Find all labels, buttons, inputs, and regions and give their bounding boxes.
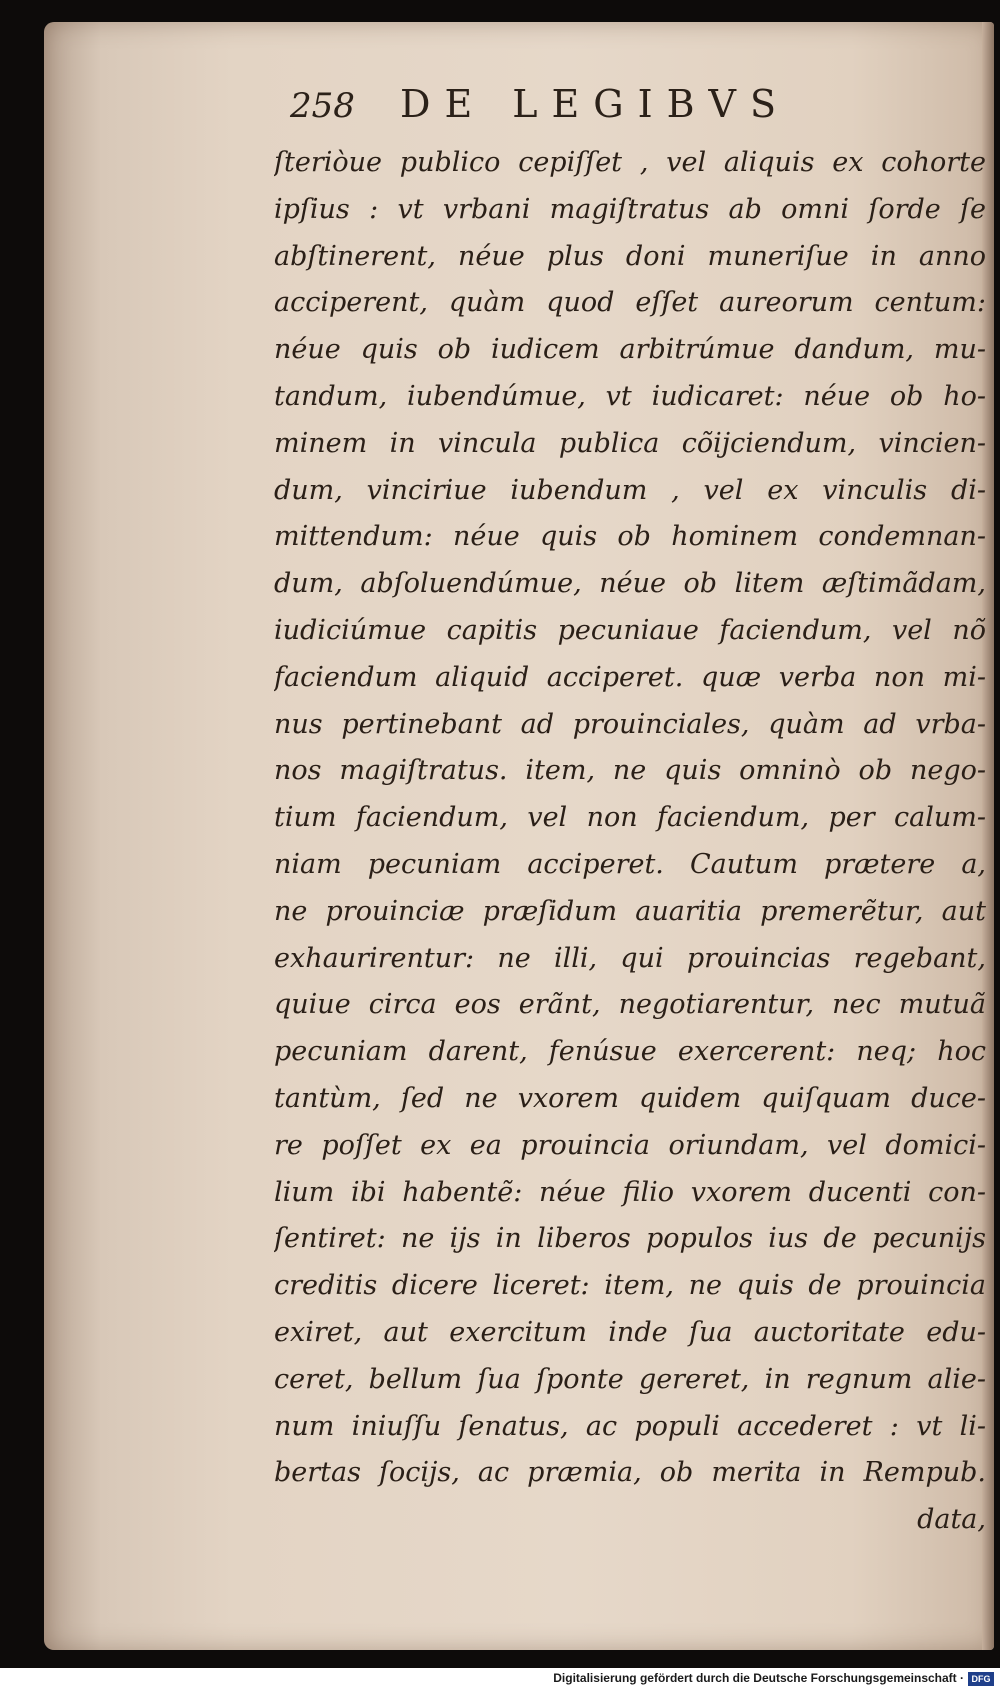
text-line: minem in vincula publica cõijciendum, vincien- xyxy=(274,427,986,459)
text-line: abſtinerent, néue plus doni muneriſue in anno xyxy=(274,240,986,272)
text-line: pecuniam darent, fenúsue exercerent: neq; hoc xyxy=(274,1036,986,1068)
text-line: dum, vinciriue iubendum , vel ex vinculis di- xyxy=(274,474,986,506)
book-page xyxy=(44,22,994,1650)
text-line: quiue circa eos erãnt, negotiarentur, nec mutuã xyxy=(274,989,986,1021)
text-line: ſentiret: ne ijs in liberos populos ius de pecunijs xyxy=(274,1223,986,1255)
text-line: exiret, aut exercitum inde ſua auctoritate edu- xyxy=(274,1316,986,1348)
funding-credit: Digitalisierung gefördert durch die Deutsche Forschungsgemeinschaft · xyxy=(553,1671,964,1685)
text-line: mittendum: néue quis ob hominem condemnan- xyxy=(274,521,986,553)
text-line: lium ibi habentẽ: néue filio vxorem ducenti con- xyxy=(274,1176,986,1208)
catchword: data, xyxy=(917,1504,986,1536)
text-line: ipſius : vt vrbani magiſtratus ab omni ſorde ſe xyxy=(274,193,986,225)
text-line: nos magiſtratus. item, ne quis omninò ob nego- xyxy=(274,755,986,787)
text-line: ne prouinciæ præſidum auaritia premerẽtur, aut xyxy=(274,895,986,927)
text-line: bertas ſocijs, ac præmia, ob merita in Rempub. xyxy=(274,1457,986,1489)
text-line: creditis dicere liceret: item, ne quis de prouincia xyxy=(274,1270,986,1302)
text-line: faciendum aliquid acciperet. quæ verba non mi- xyxy=(274,661,986,693)
text-line: dum, abſoluendúmue, néue ob litem æſtimãdam, xyxy=(274,568,986,600)
text-line: ceret, bellum ſua ſponte gereret, in regnum alie- xyxy=(274,1363,986,1395)
running-title: DE LEGIBVS xyxy=(400,82,791,126)
body-text xyxy=(274,140,986,1544)
text-line: ſteriòue publico cepiſſet , vel aliquis ex cohorte xyxy=(274,147,986,178)
text-line: exhaurirentur: ne illi, qui prouincias regebant, xyxy=(274,942,986,974)
text-line: niam pecuniam acciperet. Cautum prætere a, xyxy=(274,848,986,880)
text-line: num iniuſſu ſenatus, ac populi accederet : vt li- xyxy=(274,1410,986,1442)
running-head xyxy=(290,82,890,142)
text-line: tantùm, ſed ne vxorem quidem quiſquam duce- xyxy=(274,1082,986,1114)
page-number: 258 xyxy=(290,86,355,126)
footer-bar xyxy=(0,1668,1000,1691)
text-line: iudiciúmue capitis pecuniaue faciendum, vel nõ xyxy=(274,614,986,646)
text-line: tandum, iubendúmue, vt iudicaret: néue ob ho- xyxy=(274,380,986,412)
dfg-logo-icon: DFG xyxy=(968,1672,994,1686)
text-line: tium faciendum, vel non faciendum, per calum- xyxy=(274,802,986,834)
text-line: re poſſet ex ea prouincia oriundam, vel domici- xyxy=(274,1129,986,1161)
text-line: nus pertinebant ad prouinciales, quàm ad vrba- xyxy=(274,708,986,740)
text-line: néue quis ob iudicem arbitrúmue dandum, mu- xyxy=(274,334,986,366)
text-line: acciperent, quàm quod eſſet aureorum centum: xyxy=(274,287,986,319)
